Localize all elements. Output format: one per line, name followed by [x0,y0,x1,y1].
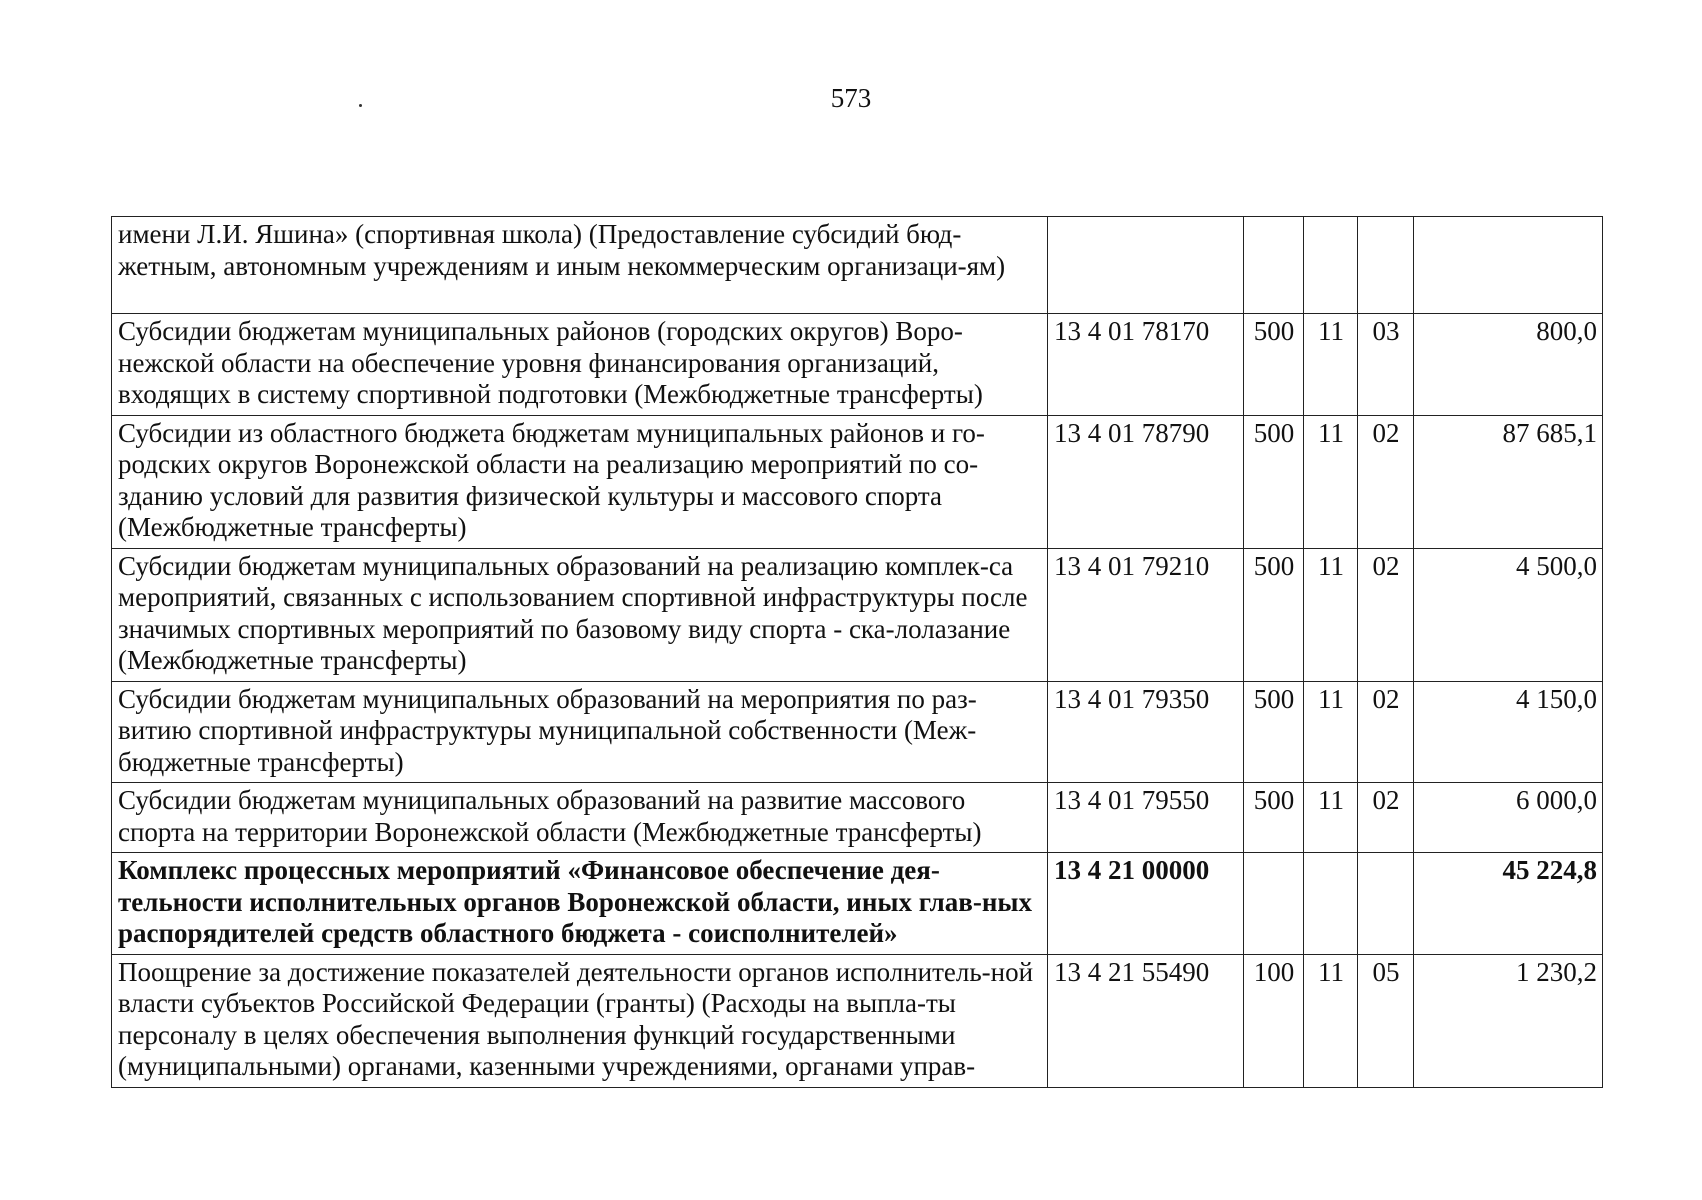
amount: 800,0 [1414,314,1603,416]
section-code [1304,217,1358,314]
expense-type-code: 500 [1244,681,1304,783]
target-article-code [1048,217,1244,314]
subsection-code: 02 [1358,681,1414,783]
section-code: 11 [1304,954,1358,1087]
row-description: Субсидии из областного бюджета бюджетам муниципальных районов и го-родских округов Воронежской области на реализацию мероприятий по со-зданию условий для развития физической культуры и массового спорта (Межбюджетные трансферты) [112,415,1048,548]
table-row [112,681,1603,783]
target-article-code: 13 4 21 55490 [1048,954,1244,1087]
expense-type-code: 500 [1244,783,1304,853]
target-article-code: 13 4 01 78790 [1048,415,1244,548]
target-article-code: 13 4 21 00000 [1048,853,1244,955]
target-article-code: 13 4 01 79550 [1048,783,1244,853]
amount: 6 000,0 [1414,783,1603,853]
expense-type-code [1244,217,1304,314]
amount: 87 685,1 [1414,415,1603,548]
table-row [112,314,1603,416]
amount: 4 500,0 [1414,548,1603,681]
row-description: Комплекс процессных мероприятий «Финансовое обеспечение дея-тельности исполнительных органов Воронежской области, иных глав-ных распорядителей средств областного бюджета - соисполнителей» [112,853,1048,955]
subsection-code: 03 [1358,314,1414,416]
subsection-code: 02 [1358,415,1414,548]
target-article-code: 13 4 01 79210 [1048,548,1244,681]
section-code: 11 [1304,548,1358,681]
subsection-code: 05 [1358,954,1414,1087]
amount: 45 224,8 [1414,853,1603,955]
table-row [112,415,1603,548]
section-code: 11 [1304,783,1358,853]
section-code: 11 [1304,314,1358,416]
target-article-code: 13 4 01 79350 [1048,681,1244,783]
budget-table [111,216,1603,1088]
scan-speck [359,104,362,107]
subsection-code: 02 [1358,548,1414,681]
amount [1414,217,1603,314]
amount: 4 150,0 [1414,681,1603,783]
expense-type-code [1244,853,1304,955]
expense-type-code: 500 [1244,548,1304,681]
subsection-code [1358,217,1414,314]
expense-type-code: 500 [1244,415,1304,548]
section-code [1304,853,1358,955]
row-description: имени Л.И. Яшина» (спортивная школа) (Предоставление субсидий бюд-жетным, автономным учреждениям и иным некоммерческим организаци-ям) [112,217,1048,314]
table-row [112,783,1603,853]
page-number: 573 [830,83,872,113]
expense-type-code: 500 [1244,314,1304,416]
section-code: 11 [1304,415,1358,548]
target-article-code: 13 4 01 78170 [1048,314,1244,416]
subsection-code: 02 [1358,783,1414,853]
expense-type-code: 100 [1244,954,1304,1087]
row-description: Поощрение за достижение показателей деятельности органов исполнитель-ной власти субъектов Российской Федерации (гранты) (Расходы на выпла-ты персоналу в целях обеспечения выполнения функций государственными (муниципальными) органами, казенными учреждениями, органами управ- [112,954,1048,1087]
row-description: Субсидии бюджетам муниципальных образований на реализацию комплек-са мероприятий, связанных с использованием спортивной инфраструктуры после значимых спортивных мероприятий по базовому виду спорта - ска-лолазание (Межбюджетные трансферты) [112,548,1048,681]
table-row [112,853,1603,955]
amount: 1 230,2 [1414,954,1603,1087]
subsection-code [1358,853,1414,955]
row-description: Субсидии бюджетам муниципальных образований на мероприятия по раз-витию спортивной инфраструктуры муниципальной собственности (Меж-бюджетные трансферты) [112,681,1048,783]
table-row [112,548,1603,681]
section-code: 11 [1304,681,1358,783]
row-description: Субсидии бюджетам муниципальных образований на развитие массового спорта на территории Воронежской области (Межбюджетные трансферты) [112,783,1048,853]
row-description: Субсидии бюджетам муниципальных районов (городских округов) Воро-нежской области на обеспечение уровня финансирования организаций, входящих в систему спортивной подготовки (Межбюджетные трансферты) [112,314,1048,416]
table-row [112,954,1603,1087]
table-row [112,217,1603,314]
